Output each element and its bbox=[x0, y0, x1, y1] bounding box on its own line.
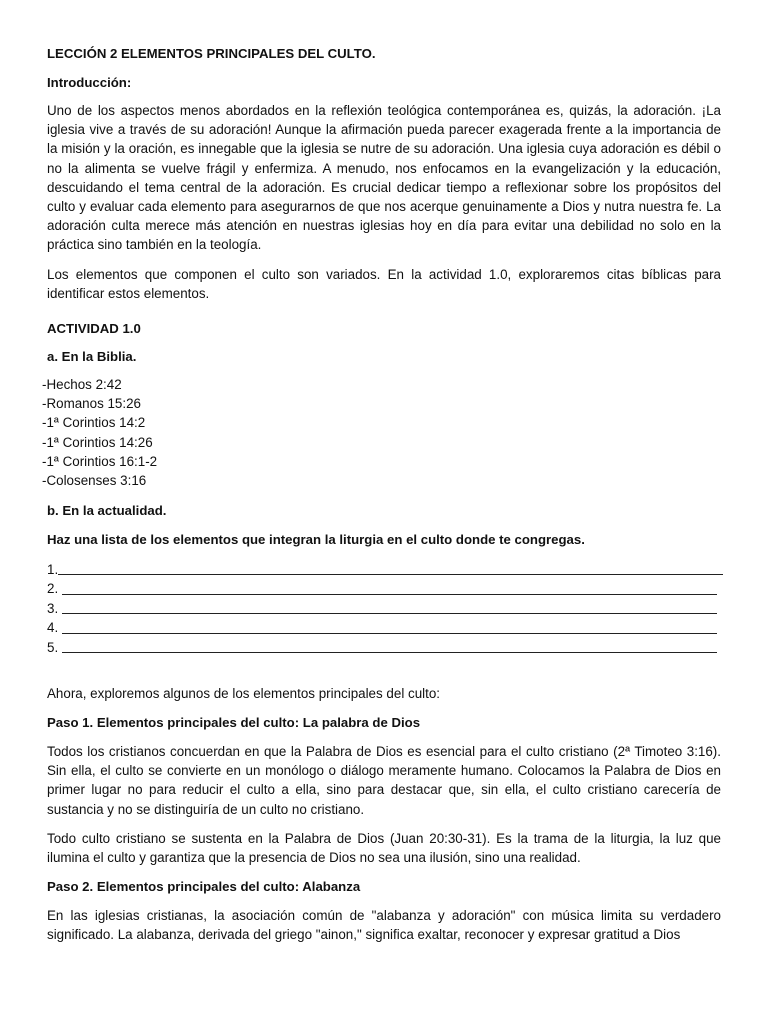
answer-line-rule bbox=[58, 574, 723, 575]
answer-line[interactable] bbox=[47, 579, 723, 598]
answer-line[interactable] bbox=[47, 638, 723, 657]
bible-reference: -1ª Corintios 14:2 bbox=[42, 415, 146, 431]
answer-line-number: 5. bbox=[47, 639, 62, 655]
bible-reference: -Colosenses 3:16 bbox=[42, 472, 147, 488]
answer-line-rule bbox=[62, 594, 717, 595]
section-b-heading: b. En la actualidad. bbox=[47, 503, 167, 518]
answer-blank-list bbox=[47, 560, 723, 657]
bible-reference: -1ª Corintios 16:1-2 bbox=[42, 453, 158, 469]
answer-line-number: 1. bbox=[47, 561, 59, 577]
list-prompt: Haz una lista de los elementos que integran la liturgia en el culto donde te congregas. bbox=[47, 532, 585, 547]
bible-reference-list bbox=[42, 375, 157, 490]
answer-line-rule bbox=[62, 633, 717, 634]
intro-heading: Introducción: bbox=[47, 75, 132, 90]
answer-line-rule bbox=[62, 613, 717, 614]
lesson-title: LECCIÓN 2 ELEMENTOS PRINCIPALES DEL CULTO. bbox=[47, 46, 376, 61]
intro-paragraph: Uno de los aspectos menos abordados en la reflexión teológica contemporánea es, quizás, la adoración. ¡La iglesia vive a través de su adoración! Aunque la afirmación pueda parecer exagerada frente a la importancia de la misión y la oración, es innegable que la iglesia se nutre de su adoración. Una iglesia cuya adoración es débil o no la alimenta se vuelve frágil y enfermiza. A menudo, nos enfocamos en la evangelización y la educación, descuidando el tema central de la adoración. Es crucial dedicar tiempo a reflexionar sobre los propósitos del culto y evaluar cada elemento para asegurarnos de que nos acerque genuinamente a Dios y nutra nuestra fe. La adoración culta merece más atención en nuestras iglesias hoy en día para evitar una debilidad no solo en la práctica sino también en la teología. bbox=[47, 103, 721, 253]
answer-line-number: 3. bbox=[47, 600, 62, 616]
paso1-heading: Paso 1. Elementos principales del culto: La palabra de Dios bbox=[47, 715, 421, 730]
elements-paragraph: Los elementos que componen el culto son variados. En la actividad 1.0, exploraremos citas bíblicas para identificar estos elementos. bbox=[47, 267, 721, 302]
answer-line-number: 2. bbox=[47, 581, 62, 597]
answer-line[interactable] bbox=[47, 618, 723, 637]
answer-line[interactable] bbox=[47, 599, 723, 618]
answer-line[interactable] bbox=[47, 560, 723, 579]
bible-reference: -1ª Corintios 14:26 bbox=[42, 434, 153, 450]
section-a-heading: a. En la Biblia. bbox=[47, 349, 137, 364]
paso1-paragraph-1: Todos los cristianos concuerdan en que la Palabra de Dios es esencial para el culto cristiano (2ª Timoteo 3:16). Sin ella, el culto se convierte en un monólogo o diálogo meramente humano. Colocamos la Palabra de Dios en primer lugar no para reducir el culto a ella, sino para destacar que, sin ella, el culto cristiano carecería de sustancia y no se distinguiría de un culto no cristiano. bbox=[47, 744, 721, 817]
bible-reference: -Romanos 15:26 bbox=[42, 396, 141, 412]
transition-text: Ahora, exploremos algunos de los elementos principales del culto: bbox=[47, 686, 441, 701]
paso1-paragraph-2: Todo culto cristiano se sustenta en la Palabra de Dios (Juan 20:30-31). Es la trama de la liturgia, la luz que ilumina el culto y garantiza que la presencia de Dios no sea una ilusión, sino una realidad. bbox=[47, 831, 721, 866]
paso2-paragraph: En las iglesias cristianas, la asociación común de "alabanza y adoración" con música limita su verdadero significado. La alabanza, derivada del griego "ainon," significa exaltar, reconocer y expresar gratitud a Dios bbox=[47, 908, 721, 943]
answer-line-rule bbox=[62, 652, 717, 653]
answer-line-number: 4. bbox=[47, 620, 62, 636]
activity-heading: ACTIVIDAD 1.0 bbox=[47, 321, 141, 336]
bible-reference: -Hechos 2:42 bbox=[42, 377, 122, 392]
paso2-heading: Paso 2. Elementos principales del culto: Alabanza bbox=[47, 879, 361, 894]
